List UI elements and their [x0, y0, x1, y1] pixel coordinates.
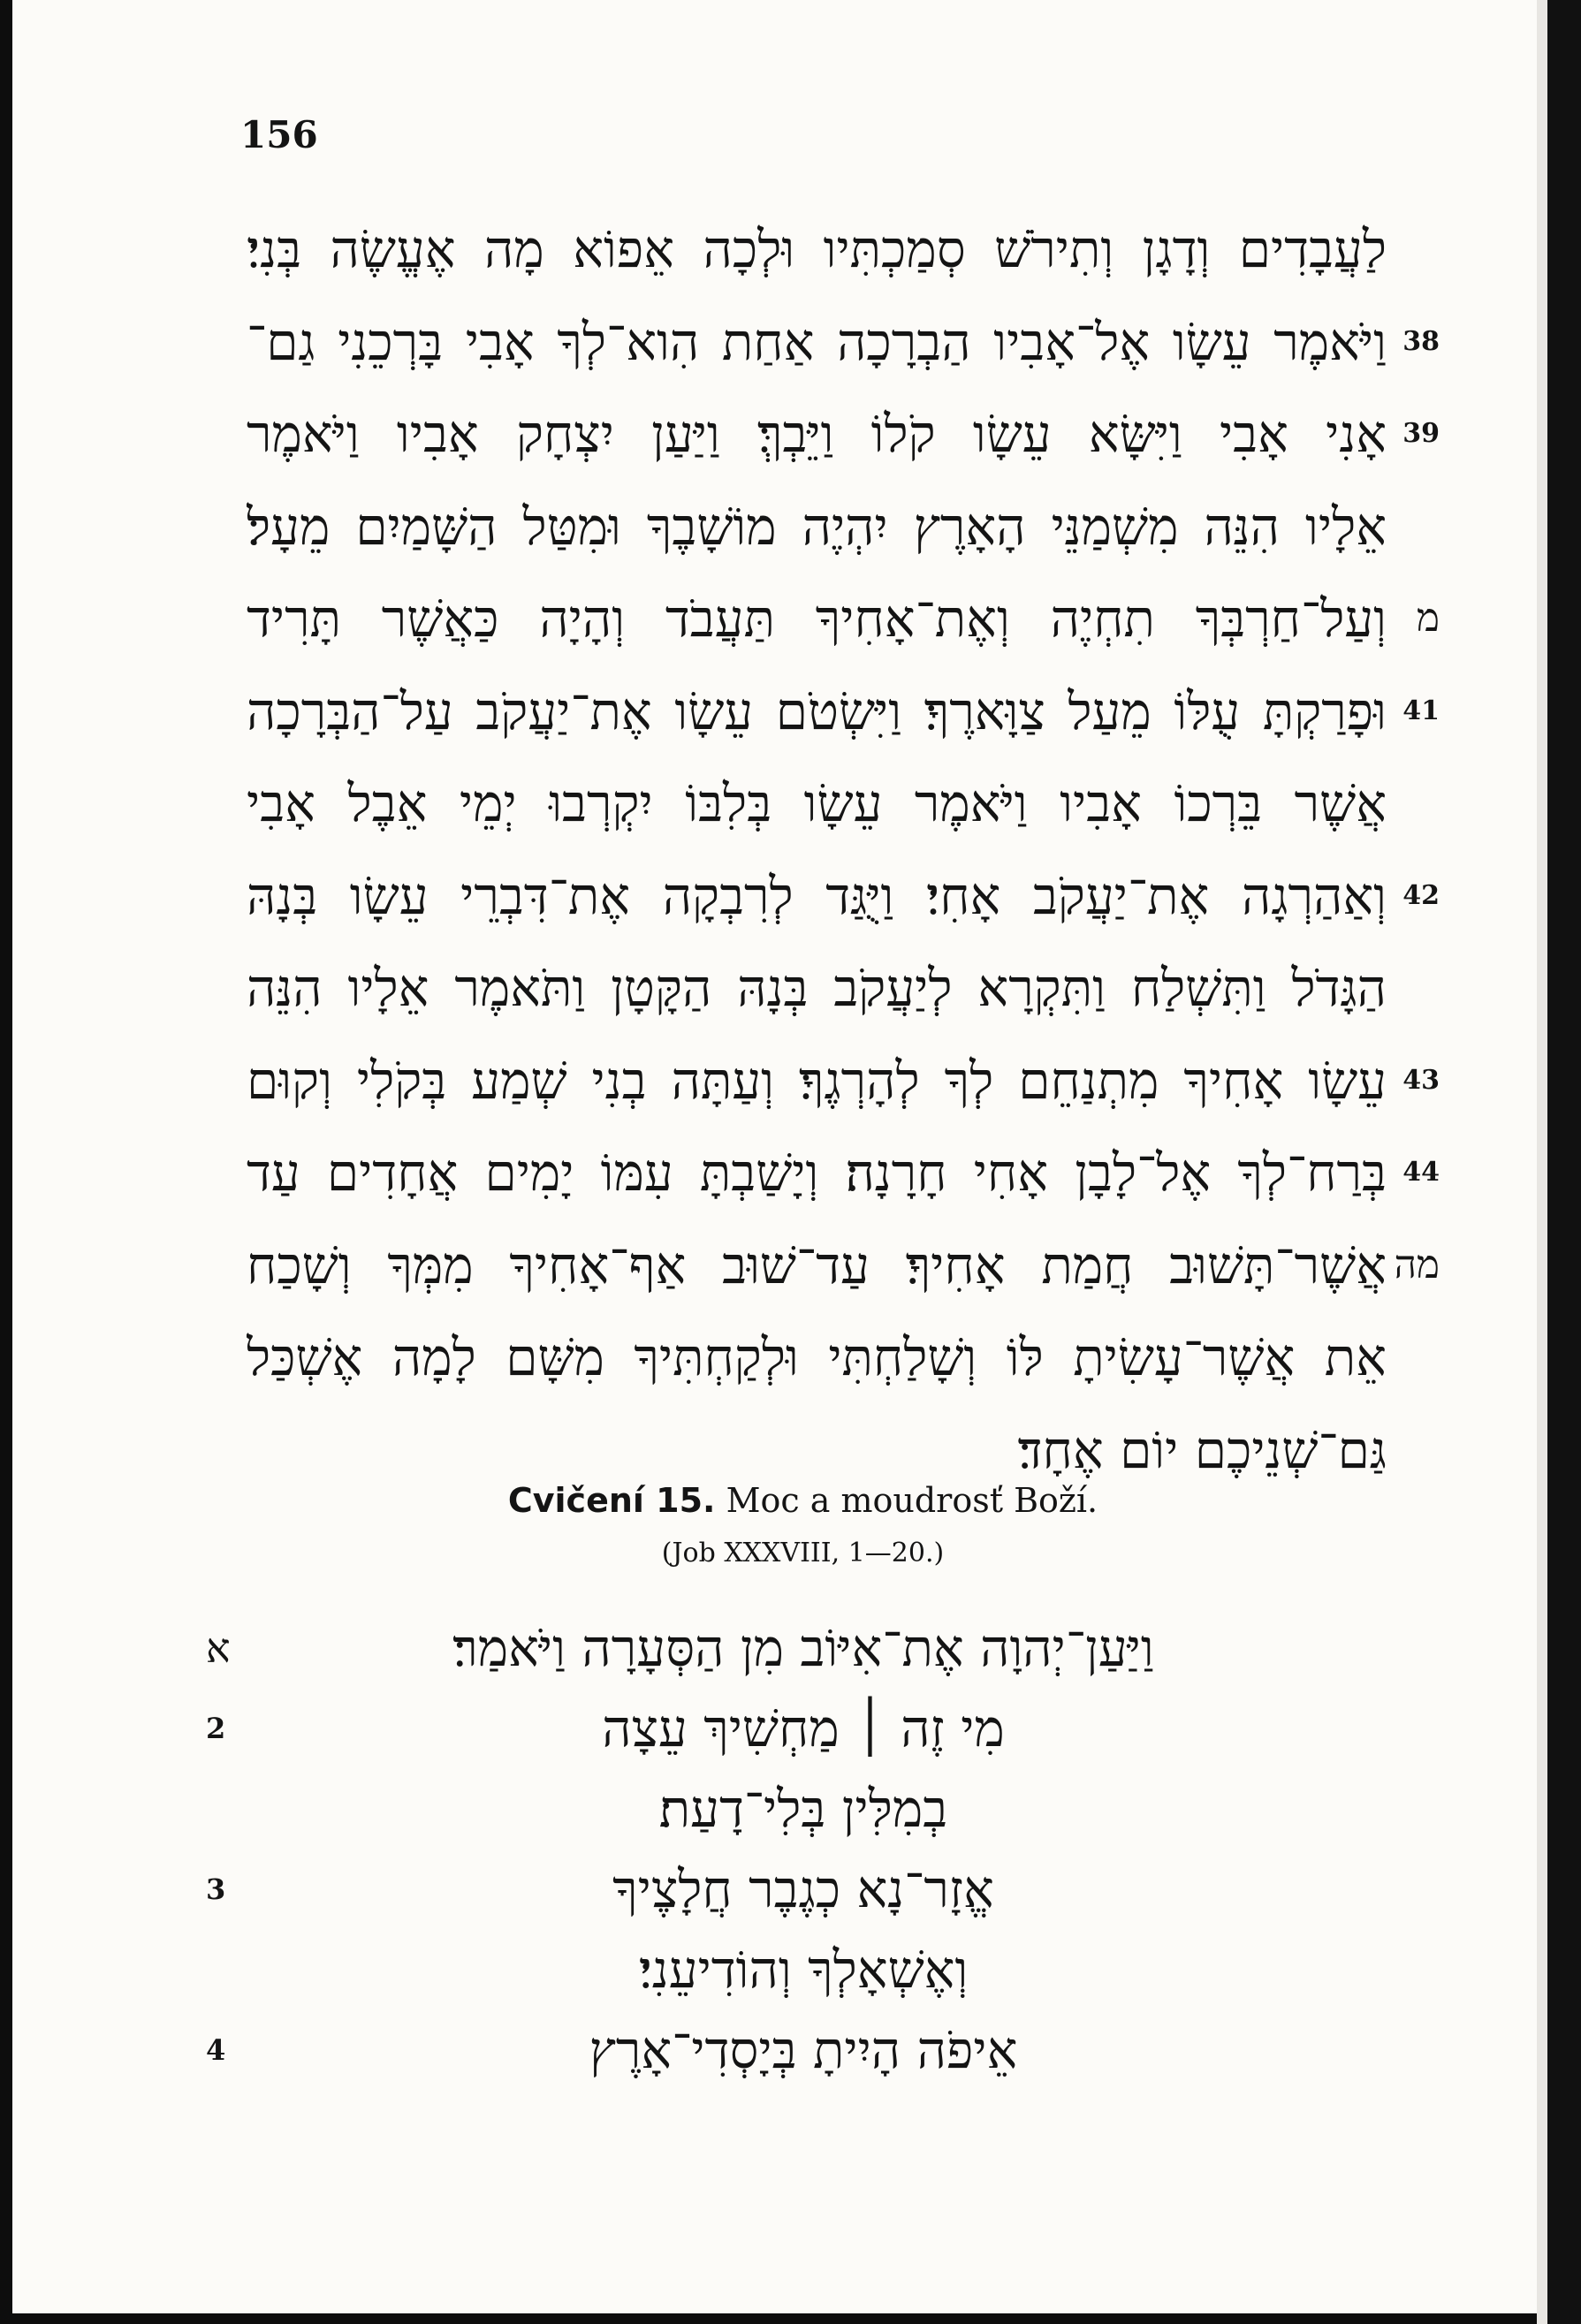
text-line [167, 1219, 1440, 1312]
hebrew-line-text: אֲשֶׁר בֵּרְכוֹ אָבִיו וַיֹּאמֶר עֵשָׂו בְּלִבּוֹ יִקְרְבוּ יְמֵי אֵבֶל אָבִי [247, 773, 1387, 833]
verse-number: מה [1394, 1242, 1440, 1287]
page-edge-strip [1537, 0, 1547, 2324]
hebrew-line-text: וּפָרַקְתָּ עֻלּוֹ מֵעַל צַוָּארֶךָ׃ וַיִּשְׂטֹם עֵשָׂו אֶת־יַעֲקֹב עַל־הַבְּרָכָה [247, 680, 1387, 741]
hebrew-line-text: אֵת אֲשֶׁר־עָשִׂיתָ לּוֹ וְשָׁלַחְתִּי וּלְקַחְתִּיךָ מִשָּׁם לָמָה אֶשְׁכַּל [247, 1327, 1387, 1387]
exercise-heading [12, 1481, 1581, 1520]
poem-line [167, 2010, 1440, 2091]
hebrew-poem-text: בְמִלִּין בְּלִי־דָעַת׃ [658, 1779, 948, 1839]
hebrew-line-text: וַיֹּאמֶר עֵשָׂו אֶל־אָבִיו הַבְרָכָה אַחַת הִוא־לְךָ אָבִי בָּרְכֵנִי גַם־ [247, 311, 1387, 372]
page-number: 156 [240, 113, 318, 156]
text-line [167, 296, 1440, 389]
verse-number: א [206, 1624, 231, 1672]
text-line [167, 481, 1440, 573]
text-line [167, 1035, 1440, 1128]
hebrew-line-text: בְּרַח־לְךָ אֶל־לָבָן אָחִי חָרָנָה׃ וְיָשַׁבְתָּ עִמּוֹ יָמִים אֲחָדִים עַד [247, 1143, 1387, 1203]
poem-line [167, 1689, 1440, 1769]
verse-number: 3 [206, 1872, 226, 1906]
hebrew-poem-text: אֱזָר־נָא כְגֶבֶר חֲלָצֶיךָ [612, 1859, 994, 1919]
hebrew-poem-text: מִי זֶה ׀ מַחְשִׁיךְ עֵצָה [602, 1698, 1005, 1758]
hebrew-line-text: עֵשָׂו אָחִיךָ מִתְנַחֵם לְךָ לְהָרְגֶךָ׃ וְעַתָּה בְנִי שְׁמַע בְּקֹלִי וְקוּם [247, 1050, 1387, 1111]
hebrew-poem-text: וְאֶשְׁאָלְךָ וְהוֹדִיעֵנִי׃ [638, 1940, 969, 2000]
text-line [167, 1311, 1440, 1404]
verse-number: 2 [206, 1712, 226, 1745]
poem-line [167, 1849, 1440, 1930]
text-line [167, 942, 1440, 1035]
hebrew-prose-block [167, 203, 1440, 1496]
hebrew-line-text: וְעַל־חַרְבְּךָ תִחְיֶה וְאֶת־אָחִיךָ תַּעֲבֹד וְהָיָה כַּאֲשֶׁר תָּרִיד [247, 589, 1387, 649]
exercise-source: (Job XXXVIII, 1—20.) [661, 1538, 945, 1568]
hebrew-line-text: אֲשֶׁר־תָּשׁוּב חֲמַת אָחִיךָ׃ עַד־שׁוּב אַף־אָחִיךָ מִמְּךָ וְשָׁכַח [247, 1234, 1387, 1295]
verse-number: 44 [1402, 1157, 1440, 1188]
exercise-label: Cvičení 15. [507, 1481, 716, 1520]
poem-line [167, 1769, 1440, 1849]
scan-edge [1547, 0, 1581, 2324]
text-line [167, 203, 1440, 296]
text-line [167, 1127, 1440, 1219]
hebrew-line-text: הַגָּדֹל וַתִּשְׁלַח וַתִּקְרָא לְיַעֲקֹב בְּנָהּ הַקָּטָן וַתֹּאמֶר אֵלָיו הִנֵּה [247, 958, 1387, 1018]
verse-number: מ [1416, 596, 1440, 641]
hebrew-line-text: אָנִי אָבִי וַיִּשָּׂא עֵשָׂו קֹלוֹ וַיֵּבְךְּ׃ וַיַּעַן יִצְחָק אָבִיו וַיֹּאמֶר [247, 404, 1387, 464]
hebrew-poem-text: אֵיפֹה הָיִיתָ בְּיָסְדִי־אָרֶץ [589, 2020, 1018, 2080]
hebrew-line-text: גַּם־שְׁנֵיכֶם יוֹם אֶחָד׃ [1017, 1419, 1387, 1480]
verse-number: 38 [1402, 325, 1440, 357]
text-line [167, 388, 1440, 481]
text-line [167, 850, 1440, 943]
verse-number: 41 [1402, 695, 1440, 726]
exercise-title: Moc a moudrosť Boží. [726, 1481, 1098, 1520]
verse-number: 4 [206, 2033, 226, 2067]
hebrew-line-text: אֵלָיו הִנֵּה מִשְׁמַנֵּי הָאָרֶץ יִהְיֶה מוֹשָׁבֶךָ וּמִטַּל הַשָּׁמַיִם מֵעָל׃ [247, 496, 1387, 557]
text-line [167, 757, 1440, 850]
hebrew-poem-text: וַיַּעַן־יְהוָה אֶת־אִיּוֹב מִן הַסְּעָרָה וַיֹּאמַר׃ [452, 1618, 1154, 1678]
hebrew-line-text: לַעֲבָדִים וְדָגָן וְתִירֹשׁ סְמַכְתִּיו וּלְכָה אֵפוֹא מָה אֶעֱשֶׂה בְּנִי׃ [247, 219, 1387, 279]
verse-number: 39 [1402, 418, 1440, 449]
poem-line [167, 1930, 1440, 2010]
verse-number: 42 [1402, 879, 1440, 911]
text-line [167, 573, 1440, 665]
hebrew-line-text: וְאַהַרְגָה אֶת־יַעֲקֹב אָחִי׃ וַיֻּגַּד לְרִבְקָה אֶת־דִּבְרֵי עֵשָׂו בְּנָהּ [247, 865, 1387, 926]
poem-line [167, 1608, 1440, 1689]
text-line [167, 665, 1440, 758]
verse-number: 43 [1402, 1064, 1440, 1096]
hebrew-poem-block [167, 1608, 1440, 2091]
